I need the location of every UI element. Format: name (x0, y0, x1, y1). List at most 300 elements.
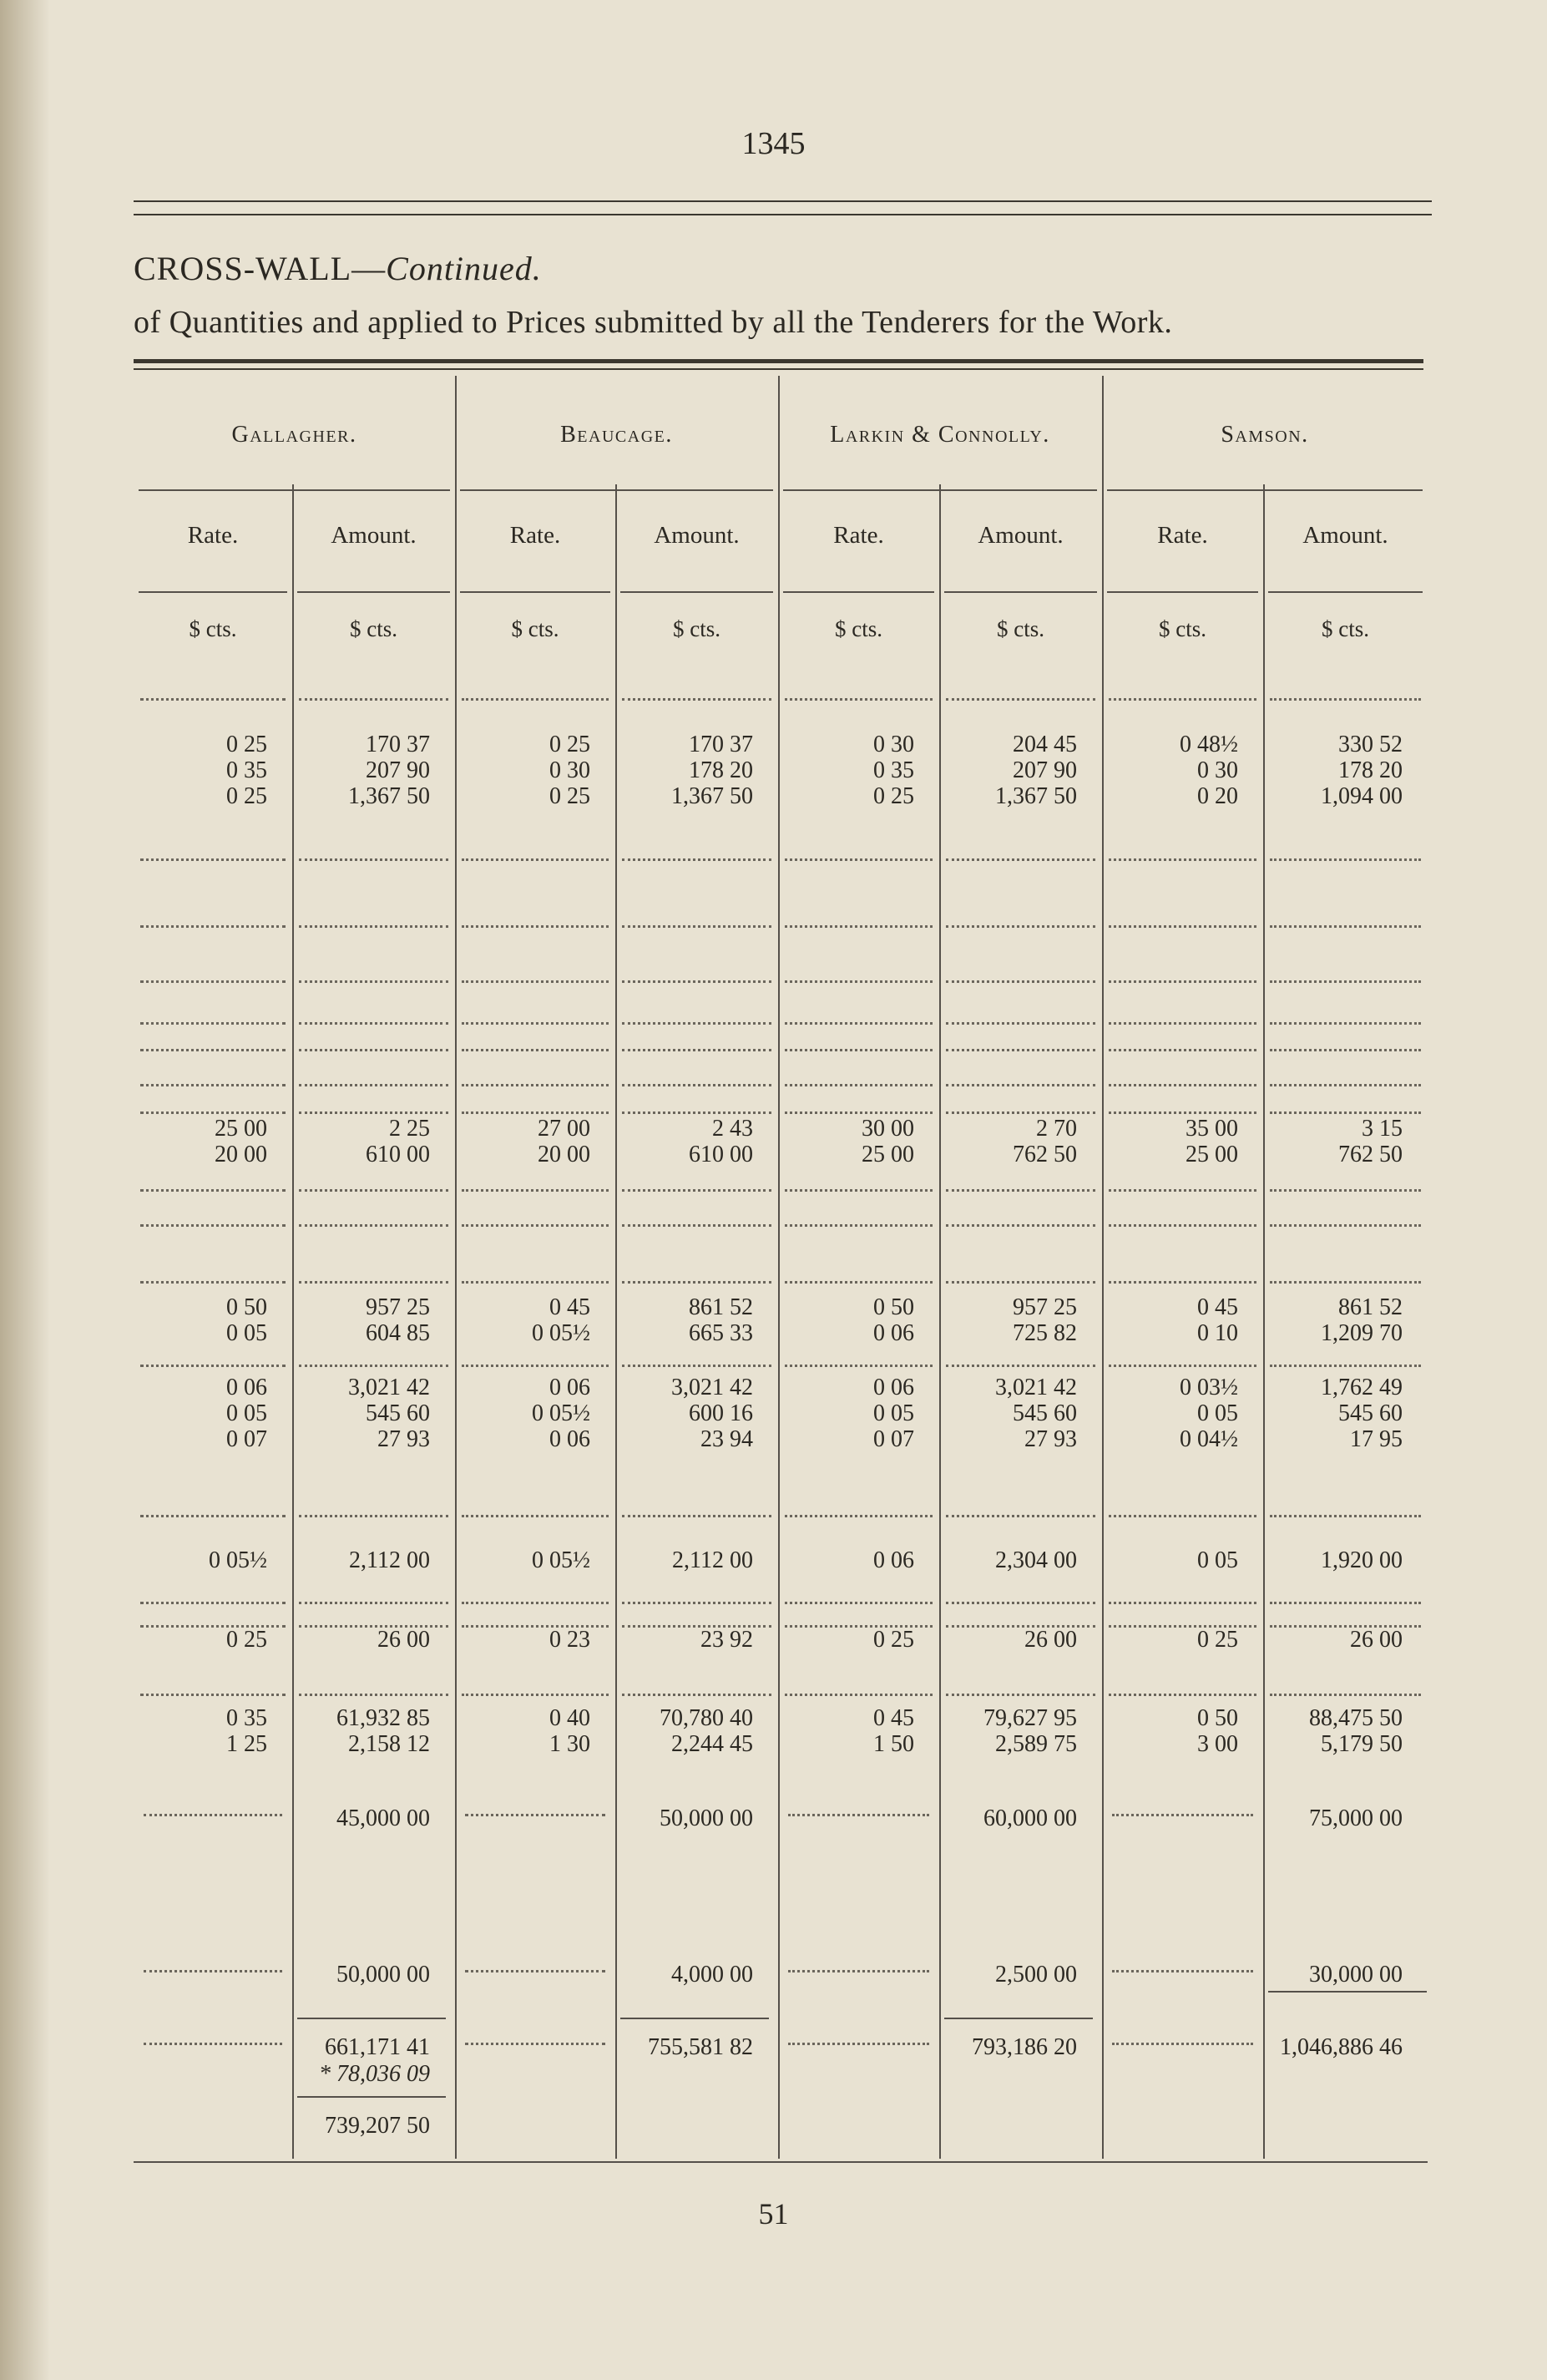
dotted-leader (462, 1106, 609, 1114)
amount-cell: 3 15 (1362, 1116, 1403, 1142)
rate-cell: 25 00 (215, 1116, 267, 1142)
column-header-rule (944, 591, 1097, 593)
rate-cell: 0 05½ (532, 1547, 590, 1573)
dotted-leader (1270, 1017, 1421, 1025)
dotted-leader (785, 1219, 933, 1227)
dotted-leader (462, 1017, 609, 1025)
dotted-leader (946, 1276, 1095, 1284)
dotted-leader (946, 1184, 1095, 1192)
dotted-leader (946, 693, 1095, 701)
dotted-leader (299, 1044, 448, 1051)
amount-cell: 2 43 (712, 1116, 753, 1142)
dotted-leader (1270, 975, 1421, 983)
amount-cell: 1,367 50 (348, 783, 430, 809)
dotted-leader (140, 1510, 286, 1517)
dotted-leader (140, 1597, 286, 1604)
gallagher-final-total: 739,207 50 (325, 2113, 430, 2139)
dotted-leader (144, 1965, 282, 1972)
amount-cell: 26 00 (1350, 1627, 1403, 1653)
rate-cell: 3 00 (1197, 1731, 1238, 1757)
amount-cell: 610 00 (689, 1142, 753, 1167)
rate-cell: 0 25 (1197, 1627, 1238, 1653)
dotted-leader (1109, 1689, 1256, 1696)
dotted-leader (1270, 1106, 1421, 1114)
dotted-leader (1112, 1965, 1253, 1972)
rate-cell: 0 45 (549, 1294, 590, 1320)
dotted-leader (946, 1017, 1095, 1025)
dotted-leader (785, 1106, 933, 1114)
dotted-leader (299, 1510, 448, 1517)
dotted-leader (462, 1184, 609, 1192)
dotted-leader (1112, 1809, 1253, 1816)
dotted-leader (1270, 1360, 1421, 1367)
page-number: 1345 (741, 126, 806, 161)
amount-cell: 2,112 00 (349, 1547, 430, 1573)
column-header-rule (139, 591, 287, 593)
column-divider (939, 484, 941, 2159)
amount-cell: 17 95 (1350, 1426, 1403, 1452)
amount-cell: 2 70 (1036, 1116, 1077, 1142)
dotted-leader (299, 1219, 448, 1227)
total-cell: 793,186 20 (972, 2034, 1077, 2060)
page-edge-shadow (0, 0, 50, 2380)
final-rule (297, 2096, 446, 2098)
rate-cell: 0 05 (226, 1320, 267, 1346)
amount-cell: 2,244 45 (671, 1731, 753, 1757)
column-divider (1263, 484, 1265, 2159)
dotted-leader (299, 1689, 448, 1696)
rate-cell: 0 06 (873, 1320, 914, 1346)
amount-cell: 3,021 42 (995, 1375, 1077, 1400)
rate-cell: 0 50 (873, 1294, 914, 1320)
dotted-leader (1270, 1219, 1421, 1227)
dotted-leader (462, 853, 609, 861)
rate-cell: 0 25 (226, 732, 267, 757)
dotted-leader (1270, 853, 1421, 861)
amount-cell: 207 90 (366, 757, 430, 783)
dotted-leader (144, 2038, 282, 2045)
rate-cell: 1 30 (549, 1731, 590, 1757)
dotted-leader (788, 1809, 929, 1816)
amount-cell: 178 20 (689, 757, 753, 783)
dotted-leader (140, 1360, 286, 1367)
dotted-leader (946, 853, 1095, 861)
tenderer-heading: Gallagher. (231, 422, 357, 448)
rate-cell: 1 25 (226, 1731, 267, 1757)
amount-cell: 26 00 (377, 1627, 430, 1653)
dotted-leader (785, 920, 933, 928)
dotted-leader (140, 1106, 286, 1114)
rate-cell: 0 10 (1197, 1320, 1238, 1346)
dotted-leader (140, 1219, 286, 1227)
dotted-leader (946, 1597, 1095, 1604)
dotted-leader (785, 1017, 933, 1025)
heading-rule (460, 489, 773, 491)
amount-cell: 665 33 (689, 1320, 753, 1346)
amount-cell: 861 52 (1338, 1294, 1403, 1320)
dotted-leader (622, 1510, 771, 1517)
dotted-leader (140, 975, 286, 983)
lump-sum-cell: 4,000 00 (671, 1962, 753, 1988)
amount-cell: 545 60 (1338, 1400, 1403, 1426)
bottom-rule (134, 2161, 1428, 2163)
dotted-leader (946, 920, 1095, 928)
gallagher-adjustment-cell: * 78,036 09 (319, 2061, 430, 2087)
dotted-leader (1109, 1044, 1256, 1051)
rate-cell: 30 00 (862, 1116, 914, 1142)
dotted-leader (462, 1079, 609, 1086)
rate-cell: 0 40 (549, 1705, 590, 1731)
dotted-leader (140, 693, 286, 701)
amount-cell: 170 37 (366, 732, 430, 757)
footer-page-number: 51 (758, 2197, 789, 2231)
total-cell: 1,046,886 46 (1280, 2034, 1403, 2060)
dotted-leader (1109, 1106, 1256, 1114)
dotted-leader (462, 1510, 609, 1517)
dotted-leader (140, 920, 286, 928)
heading-rule (783, 489, 1097, 491)
rate-column-header: Rate. (833, 522, 884, 549)
dotted-leader (1270, 1184, 1421, 1192)
dotted-leader (1109, 1597, 1256, 1604)
amount-column-header: Amount. (654, 522, 740, 549)
dotted-leader (788, 2038, 929, 2045)
rate-cell: 0 25 (549, 783, 590, 809)
column-header-rule (1107, 591, 1258, 593)
dotted-leader (622, 1276, 771, 1284)
rate-column-header: Rate. (509, 522, 561, 549)
rate-cell: 0 05 (1197, 1400, 1238, 1426)
dotted-leader (462, 920, 609, 928)
amount-cell: 1,209 70 (1321, 1320, 1403, 1346)
dotted-leader (299, 920, 448, 928)
amount-cell: 5,179 50 (1321, 1731, 1403, 1757)
rate-cell: 0 05½ (209, 1547, 267, 1573)
dotted-leader (785, 693, 933, 701)
amount-cell: 1,762 49 (1321, 1375, 1403, 1400)
total-cell: 755,581 82 (648, 2034, 753, 2060)
dotted-leader (785, 975, 933, 983)
rate-cell: 0 35 (226, 757, 267, 783)
dotted-leader (785, 1184, 933, 1192)
dotted-leader (622, 1079, 771, 1086)
dotted-leader (1109, 1219, 1256, 1227)
rate-cell: 0 30 (549, 757, 590, 783)
dotted-leader (946, 1044, 1095, 1051)
amount-cell: 170 37 (689, 732, 753, 757)
dotted-leader (785, 1510, 933, 1517)
lump-sum-cell: 60,000 00 (983, 1805, 1077, 1831)
lump-sum-cell: 50,000 00 (336, 1962, 430, 1988)
rate-cell: 0 45 (873, 1705, 914, 1731)
amount-cell: 23 94 (700, 1426, 753, 1452)
dotted-leader (1109, 1079, 1256, 1086)
dotted-leader (299, 1360, 448, 1367)
dotted-leader (462, 975, 609, 983)
column-divider (292, 484, 294, 2159)
dotted-leader (140, 1689, 286, 1696)
dotted-leader (1109, 1510, 1256, 1517)
rate-cell: 0 06 (226, 1375, 267, 1400)
lump-sum-cell: 2,500 00 (995, 1962, 1077, 1988)
column-header-rule (620, 591, 773, 593)
dotted-leader (462, 693, 609, 701)
dotted-leader (622, 975, 771, 983)
total-rule (944, 2018, 1093, 2019)
rate-cell: 0 25 (226, 783, 267, 809)
amount-cell: 2,304 00 (995, 1547, 1077, 1573)
dotted-leader (299, 975, 448, 983)
amount-cell: 207 90 (1013, 757, 1077, 783)
dotted-leader (462, 1044, 609, 1051)
amount-cell: 70,780 40 (660, 1705, 753, 1731)
currency-unit-label: $ cts. (1159, 616, 1206, 641)
amount-cell: 88,475 50 (1309, 1705, 1403, 1731)
amount-cell: 1,367 50 (995, 783, 1077, 809)
rate-cell: 0 25 (549, 732, 590, 757)
rate-cell: 0 48½ (1180, 732, 1238, 757)
amount-cell: 3,021 42 (671, 1375, 753, 1400)
dotted-leader (1270, 693, 1421, 701)
dotted-leader (299, 1184, 448, 1192)
rate-cell: 25 00 (1186, 1142, 1238, 1167)
total-cell: 661,171 41 (325, 2034, 430, 2060)
lump-sum-cell: 50,000 00 (660, 1805, 753, 1831)
dotted-leader (1109, 693, 1256, 701)
dotted-leader (1109, 1184, 1256, 1192)
rate-cell: 0 25 (226, 1627, 267, 1653)
rate-cell: 25 00 (862, 1142, 914, 1167)
header-rule-thick (134, 359, 1423, 363)
dotted-leader (299, 853, 448, 861)
dotted-leader (622, 1360, 771, 1367)
currency-unit-label: $ cts. (835, 616, 882, 641)
amount-cell: 330 52 (1338, 732, 1403, 757)
rate-cell: 0 35 (226, 1705, 267, 1731)
amount-column-header: Amount. (331, 522, 417, 549)
rate-cell: 0 30 (1197, 757, 1238, 783)
group-divider (778, 376, 780, 2159)
dotted-leader (1270, 1276, 1421, 1284)
dotted-leader (140, 1017, 286, 1025)
dotted-leader (622, 693, 771, 701)
rate-cell: 0 07 (226, 1426, 267, 1452)
rate-cell: 35 00 (1186, 1116, 1238, 1142)
currency-unit-label: $ cts. (511, 616, 559, 641)
rate-cell: 0 05 (873, 1400, 914, 1426)
amount-cell: 957 25 (366, 1294, 430, 1320)
dotted-leader (785, 1597, 933, 1604)
lump-sum-cell: 45,000 00 (336, 1805, 430, 1831)
dotted-leader (1109, 1360, 1256, 1367)
rate-cell: 0 05 (1197, 1547, 1238, 1573)
rate-cell: 0 03½ (1180, 1375, 1238, 1400)
dotted-leader (1270, 1597, 1421, 1604)
amount-cell: 2,158 12 (348, 1731, 430, 1757)
rate-cell: 0 05½ (532, 1400, 590, 1426)
dotted-leader (622, 853, 771, 861)
dotted-leader (299, 1079, 448, 1086)
dotted-leader (785, 1360, 933, 1367)
rate-cell: 0 23 (549, 1627, 590, 1653)
amount-cell: 27 93 (1024, 1426, 1077, 1452)
rate-cell: 0 06 (873, 1375, 914, 1400)
amount-cell: 79,627 95 (983, 1705, 1077, 1731)
amount-cell: 604 85 (366, 1320, 430, 1346)
heading-rule (139, 489, 450, 491)
dotted-leader (144, 1809, 282, 1816)
dotted-leader (785, 1276, 933, 1284)
rate-cell: 0 45 (1197, 1294, 1238, 1320)
table-title: CROSS-WALL—Continued. (134, 250, 542, 287)
dotted-leader (1270, 1689, 1421, 1696)
amount-cell: 23 92 (700, 1627, 753, 1653)
amount-cell: 610 00 (366, 1142, 430, 1167)
amount-column-header: Amount. (978, 522, 1064, 549)
dotted-leader (785, 1044, 933, 1051)
dotted-leader (299, 693, 448, 701)
currency-unit-label: $ cts. (997, 616, 1044, 641)
amount-column-header: Amount. (1302, 522, 1388, 549)
column-header-rule (297, 591, 450, 593)
dotted-leader (622, 1106, 771, 1114)
rate-column-header: Rate. (187, 522, 239, 549)
rate-cell: 0 05½ (532, 1320, 590, 1346)
rate-cell: 1 50 (873, 1731, 914, 1757)
dotted-leader (299, 1276, 448, 1284)
column-header-rule (1268, 591, 1423, 593)
dotted-leader (299, 1597, 448, 1604)
dotted-leader (785, 853, 933, 861)
amount-cell: 545 60 (366, 1400, 430, 1426)
dotted-leader (465, 1809, 605, 1816)
amount-cell: 725 82 (1013, 1320, 1077, 1346)
column-header-rule (460, 591, 610, 593)
currency-unit-label: $ cts. (1322, 616, 1369, 641)
dotted-leader (1109, 975, 1256, 983)
dotted-leader (462, 1360, 609, 1367)
dotted-leader (465, 2038, 605, 2045)
rate-cell: 0 25 (873, 783, 914, 809)
rate-cell: 0 35 (873, 757, 914, 783)
amount-cell: 26 00 (1024, 1627, 1077, 1653)
dotted-leader (462, 1689, 609, 1696)
dotted-leader (140, 1276, 286, 1284)
dotted-leader (1270, 1044, 1421, 1051)
rate-cell: 0 30 (873, 732, 914, 757)
dotted-leader (622, 1184, 771, 1192)
dotted-leader (785, 1689, 933, 1696)
amount-cell: 61,932 85 (336, 1705, 430, 1731)
dotted-leader (622, 1017, 771, 1025)
tenderer-heading: Beaucage. (560, 422, 673, 448)
total-rule (1268, 1991, 1427, 1993)
amount-cell: 3,021 42 (348, 1375, 430, 1400)
dotted-leader (946, 1219, 1095, 1227)
dotted-leader (1270, 920, 1421, 928)
group-divider (455, 376, 457, 2159)
dotted-leader (946, 975, 1095, 983)
dotted-leader (1109, 1276, 1256, 1284)
currency-unit-label: $ cts. (673, 616, 720, 641)
dotted-leader (1270, 1510, 1421, 1517)
dotted-leader (1109, 920, 1256, 928)
rate-cell: 0 07 (873, 1426, 914, 1452)
dotted-leader (622, 1044, 771, 1051)
amount-cell: 2 25 (389, 1116, 430, 1142)
rate-cell: 0 20 (1197, 783, 1238, 809)
rate-cell: 0 25 (873, 1627, 914, 1653)
amount-cell: 1,920 00 (1321, 1547, 1403, 1573)
amount-cell: 1,094 00 (1321, 783, 1403, 809)
dotted-leader (946, 1079, 1095, 1086)
amount-cell: 762 50 (1338, 1142, 1403, 1167)
amount-cell: 1,367 50 (671, 783, 753, 809)
header-rule-thin (134, 368, 1423, 370)
rate-cell: 0 06 (549, 1426, 590, 1452)
amount-cell: 2,112 00 (672, 1547, 753, 1573)
table-subtitle: of Quantities and applied to Prices submitted by all the Tenderers for the Work. (134, 305, 1173, 340)
dotted-leader (1112, 2038, 1253, 2045)
rate-cell: 0 05 (226, 1400, 267, 1426)
rate-column-header: Rate. (1157, 522, 1208, 549)
rate-cell: 0 04½ (1180, 1426, 1238, 1452)
lump-sum-cell: 30,000 00 (1309, 1962, 1403, 1988)
rate-cell: 0 50 (1197, 1705, 1238, 1731)
rate-cell: 0 50 (226, 1294, 267, 1320)
amount-cell: 600 16 (689, 1400, 753, 1426)
dotted-leader (622, 1597, 771, 1604)
rate-cell: 20 00 (215, 1142, 267, 1167)
total-rule (620, 2018, 769, 2019)
currency-unit-label: $ cts. (189, 616, 237, 641)
amount-cell: 762 50 (1013, 1142, 1077, 1167)
amount-cell: 27 93 (377, 1426, 430, 1452)
amount-cell: 178 20 (1338, 757, 1403, 783)
dotted-leader (1109, 853, 1256, 861)
rate-cell: 20 00 (538, 1142, 590, 1167)
currency-unit-label: $ cts. (350, 616, 397, 641)
dotted-leader (622, 1219, 771, 1227)
heading-rule (1107, 489, 1423, 491)
amount-cell: 861 52 (689, 1294, 753, 1320)
lump-sum-cell: 75,000 00 (1309, 1805, 1403, 1831)
dotted-leader (1270, 1079, 1421, 1086)
dotted-leader (946, 1689, 1095, 1696)
dotted-leader (946, 1510, 1095, 1517)
top-rule-2 (134, 214, 1432, 215)
amount-cell: 545 60 (1013, 1400, 1077, 1426)
amount-cell: 204 45 (1013, 732, 1077, 757)
dotted-leader (1109, 1017, 1256, 1025)
rate-cell: 0 06 (873, 1547, 914, 1573)
dotted-leader (622, 920, 771, 928)
dotted-leader (946, 1360, 1095, 1367)
amount-cell: 957 25 (1013, 1294, 1077, 1320)
dotted-leader (465, 1965, 605, 1972)
amount-cell: 2,589 75 (995, 1731, 1077, 1757)
dotted-leader (946, 1106, 1095, 1114)
dotted-leader (622, 1689, 771, 1696)
dotted-leader (785, 1079, 933, 1086)
dotted-leader (462, 1597, 609, 1604)
dotted-leader (140, 1044, 286, 1051)
group-divider (1102, 376, 1104, 2159)
dotted-leader (299, 1106, 448, 1114)
tenderer-heading: Samson. (1221, 422, 1309, 448)
dotted-leader (788, 1965, 929, 1972)
top-rule (134, 200, 1432, 202)
